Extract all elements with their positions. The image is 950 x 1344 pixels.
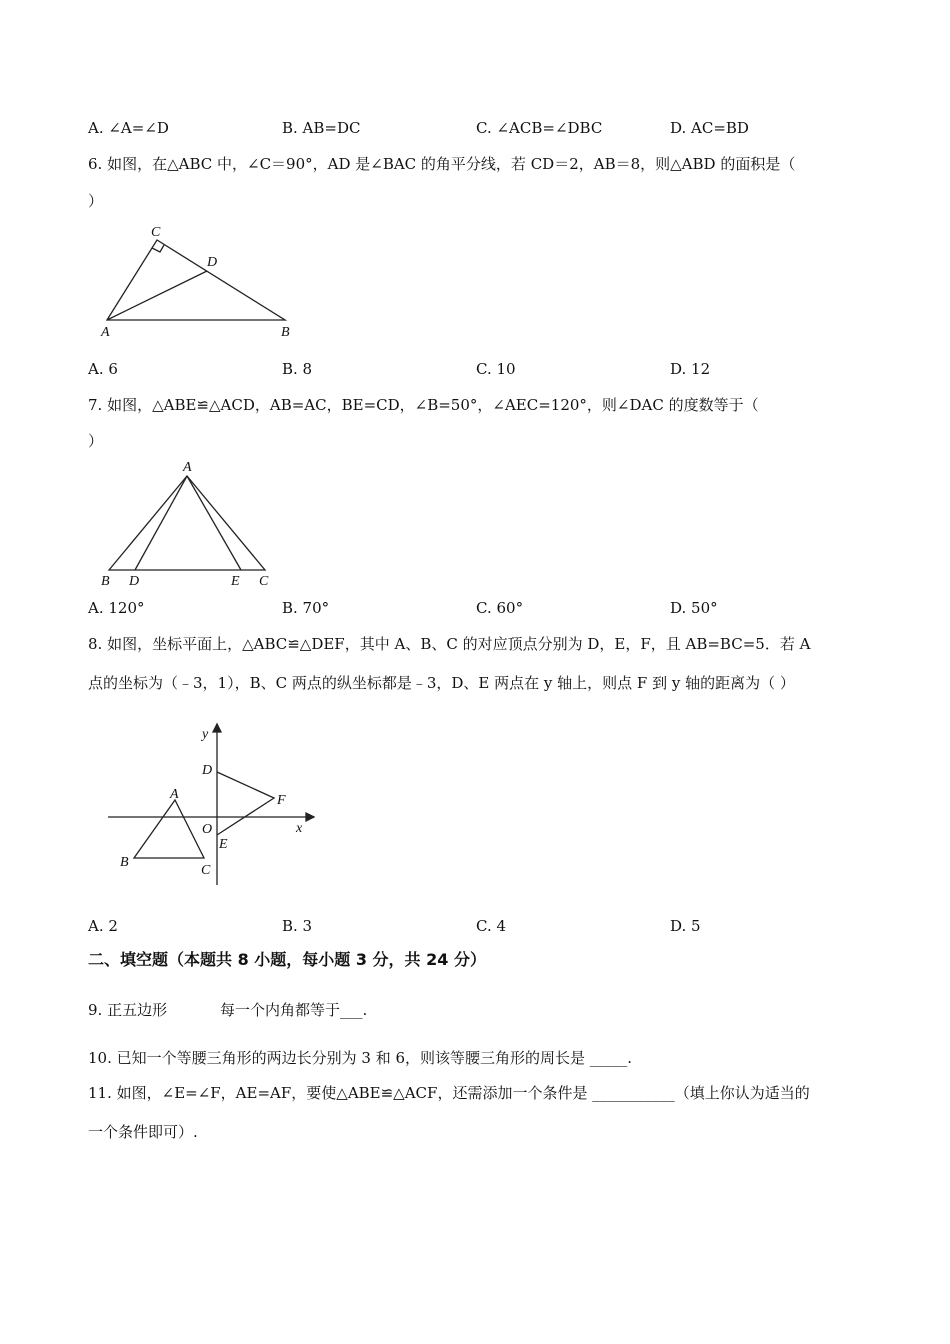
q7-label-c: C [259,574,269,589]
q8-option-d: D. 5 [670,917,701,935]
q7-label-b: B [101,574,110,589]
q6-label-d: D [207,255,218,270]
q11-stem-cont: 一个条件即可）. [88,1123,198,1141]
q9-stem-b: 每一个内角都等于___. [220,1001,368,1019]
q5-option-b: B. AB=DC [282,119,361,137]
q6-option-a: A. 6 [88,360,118,378]
q7-option-b: B. 70° [282,599,330,617]
q6-option-c: C. 10 [476,360,516,378]
q8-label-d: D [202,763,213,778]
q8-label-a: A [170,787,179,802]
q5-option-d: D. AC=BD [670,119,749,137]
q6-label-a: A [101,325,110,340]
q8-label-o: O [202,822,213,837]
q5-option-c: C. ∠ACB=∠DBC [476,119,603,137]
q6-stem-cont: ） [88,192,104,210]
q8-stem: 8. 如图，坐标平面上，△ABC≌△DEF，其中 A、B、C 的对应顶点分别为 D，E，F，且 AB=BC=5．若 A [88,635,811,653]
q6-stem: 6. 如图，在△ABC 中，∠C＝90°，AD 是∠BAC 的角平分线，若 CD＝2，AB＝8，则△ABD 的面积是（ [88,155,796,173]
q10-stem: 10. 已知一个等腰三角形的两边长分别为 3 和 6，则该等腰三角形的周长是 _____. [88,1049,633,1067]
q6-label-c: C [151,225,161,240]
q8-option-c: C. 4 [476,917,507,935]
q7-stem-cont: ） [88,432,104,450]
q7-triangle-figure [95,456,285,591]
q8-label-e: E [219,837,228,852]
q11-stem: 11. 如图，∠E=∠F，AE=AF，要使△ABE≌△ACF，还需添加一个条件是 ___________（填上你认为适当的 [88,1084,810,1102]
q8-stem-cont: 点的坐标为（﹣3，1），B、C 两点的纵坐标都是﹣3，D、E 两点在 y 轴上，则点 F 到 y 轴的距离为（ ） [88,674,795,692]
section-heading-fill-in: 二、填空题（本题共 8 小题，每小题 3 分，共 24 分） [88,950,486,969]
q8-option-b: B. 3 [282,917,313,935]
q7-label-a: A [183,460,192,475]
q7-option-d: D. 50° [670,599,718,617]
q9-stem-a: 9. 正五边形 [88,1001,168,1019]
q6-label-b: B [281,325,290,340]
q7-label-d: D [129,574,140,589]
q8-coordinate-figure [108,720,320,890]
q8-label-c: C [201,863,211,878]
q8-option-a: A. 2 [88,917,118,935]
q8-label-f: F [277,793,286,808]
q8-label-y: y [202,727,209,742]
q6-triangle-figure [95,222,305,342]
q7-label-e: E [231,574,240,589]
q7-option-a: A. 120° [88,599,145,617]
q7-option-c: C. 60° [476,599,524,617]
q8-label-x: x [296,821,303,836]
q6-option-b: B. 8 [282,360,313,378]
q6-option-d: D. 12 [670,360,711,378]
q7-stem: 7. 如图，△ABE≌△ACD，AB=AC，BE=CD，∠B=50°，∠AEC=120°，则∠DAC 的度数等于（ [88,396,759,414]
q8-label-b: B [120,855,129,870]
q5-option-a: A. ∠A=∠D [88,119,169,137]
